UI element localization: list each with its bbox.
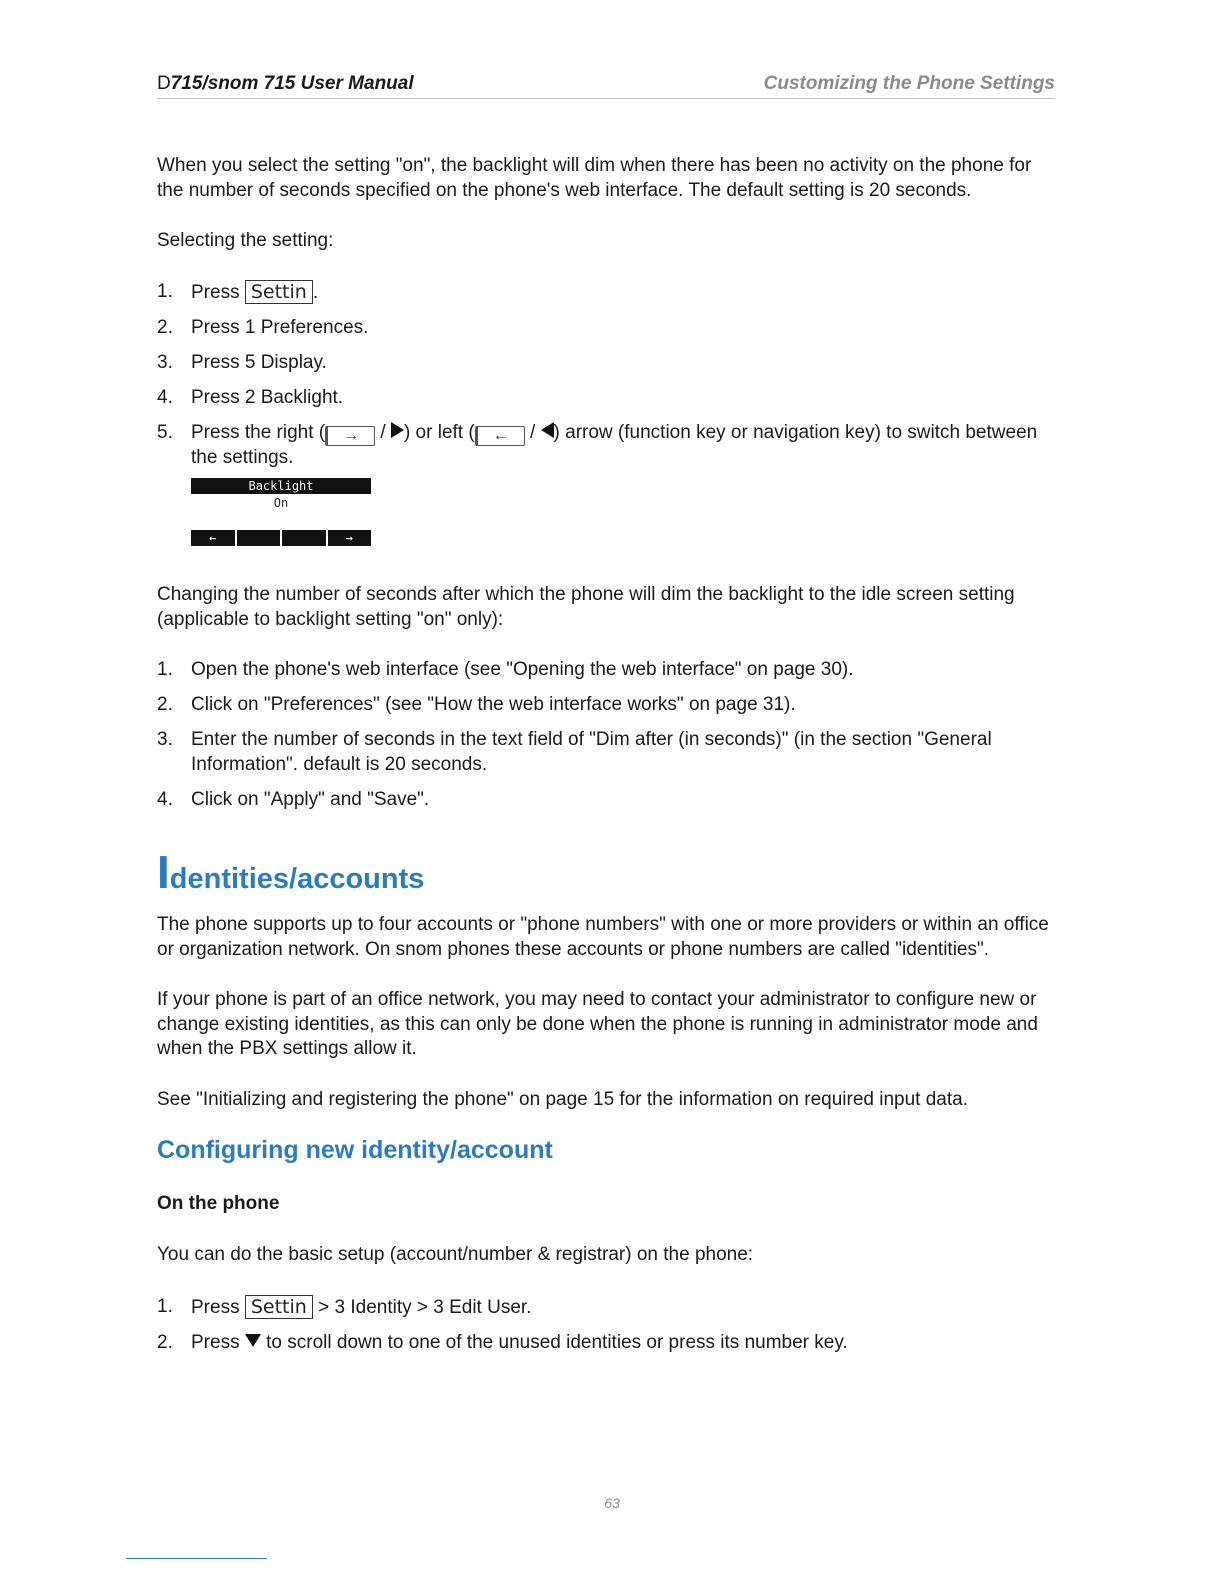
page-header — [157, 72, 1055, 99]
list-item: 1. Press Settin > 3 Identity > 3 Edit User. — [157, 1295, 532, 1318]
subsubsection-heading: On the phone — [157, 1193, 280, 1214]
left-navigation-key-icon — [541, 422, 554, 438]
subsection-heading: Configuring new identity/account — [157, 1136, 553, 1164]
display-softkeys — [191, 530, 371, 546]
office-paragraph: If your phone is part of an office network, you may need to contact your administrator to configure new or change existing identities, as this can only be done when the phone is running in administrator mode and when the PBX settings allow it. — [157, 989, 1038, 1059]
left-function-key-icon: ← — [475, 426, 525, 446]
list-item: 4. Click on "Apply" and "Save". — [157, 788, 430, 810]
down-navigation-key-icon — [245, 1334, 261, 1347]
steps-list-dim — [157, 658, 1057, 812]
list-item: 3. Press 5 Display. — [157, 351, 327, 373]
section-heading: Identities/accounts — [157, 846, 425, 898]
settings-key-icon: Settin — [245, 280, 313, 304]
list-item: 2. Press to scroll down to one of the unused identities or press its number key. — [157, 1331, 848, 1353]
footer-rule — [126, 1558, 267, 1559]
selecting-label: Selecting the setting: — [157, 230, 334, 251]
chapter-title: Customizing the Phone Settings — [763, 73, 1055, 94]
list-item: 2. Press 1 Preferences. — [157, 316, 369, 338]
intro-paragraph: When you select the setting "on", the backlight will dim when there has been no activity on the phone for the number of seconds specified on the phone's web interface. The default setting is 20 seconds. — [157, 155, 1032, 201]
softkey-empty — [282, 530, 326, 546]
page-number: 63 — [604, 1495, 620, 1511]
manual-title-rest: 715/snom 715 User Manual — [170, 73, 414, 94]
softkey-right-arrow-icon: → — [328, 530, 372, 546]
settings-key-icon: Settin — [245, 1295, 313, 1319]
list-item: 5. Press the right ( → / ) or left ( ← / ) arrow (function key or navigation key) to switch between the settings. — [157, 421, 1038, 468]
softkey-empty — [237, 530, 281, 546]
see-paragraph: See "Initializing and registering the phone" on page 15 for the information on required input data. — [157, 1088, 968, 1110]
identities-paragraph: The phone supports up to four accounts or "phone numbers" with one or more providers or within an office or organization network. On snom phones these accounts or phone numbers are called "identities". — [157, 914, 1049, 960]
right-navigation-key-icon — [391, 422, 404, 438]
steps-list-identity — [157, 1295, 1057, 1356]
list-item: 1. Open the phone's web interface (see "Opening the web interface" on page 30). — [157, 659, 854, 680]
softkey-left-arrow-icon: ← — [191, 530, 235, 546]
display-value: On — [273, 496, 289, 510]
manual-title — [157, 73, 414, 95]
backlight-display-screen — [191, 478, 371, 546]
list-item: 4. Press 2 Backlight. — [157, 386, 344, 408]
changing-paragraph: Changing the number of seconds after which the phone will dim the backlight to the idle screen setting (applicable to backlight setting "on" only): — [157, 584, 1015, 630]
list-item: 1. Press Settin . — [157, 280, 319, 303]
manual-title-prefix: D — [157, 73, 171, 94]
right-function-key-icon: → — [325, 426, 375, 446]
list-item: 2. Click on "Preferences" (see "How the web interface works" on page 31). — [157, 694, 796, 715]
basic-setup-paragraph: You can do the basic setup (account/number & registrar) on the phone: — [157, 1244, 754, 1265]
display-title: Backlight — [191, 478, 371, 494]
list-item: 3. Enter the number of seconds in the text field of "Dim after (in seconds)" (in the section "General Information". default is 20 seconds. — [157, 729, 992, 775]
page-content — [157, 154, 1057, 1366]
steps-list-backlight — [157, 280, 1057, 471]
